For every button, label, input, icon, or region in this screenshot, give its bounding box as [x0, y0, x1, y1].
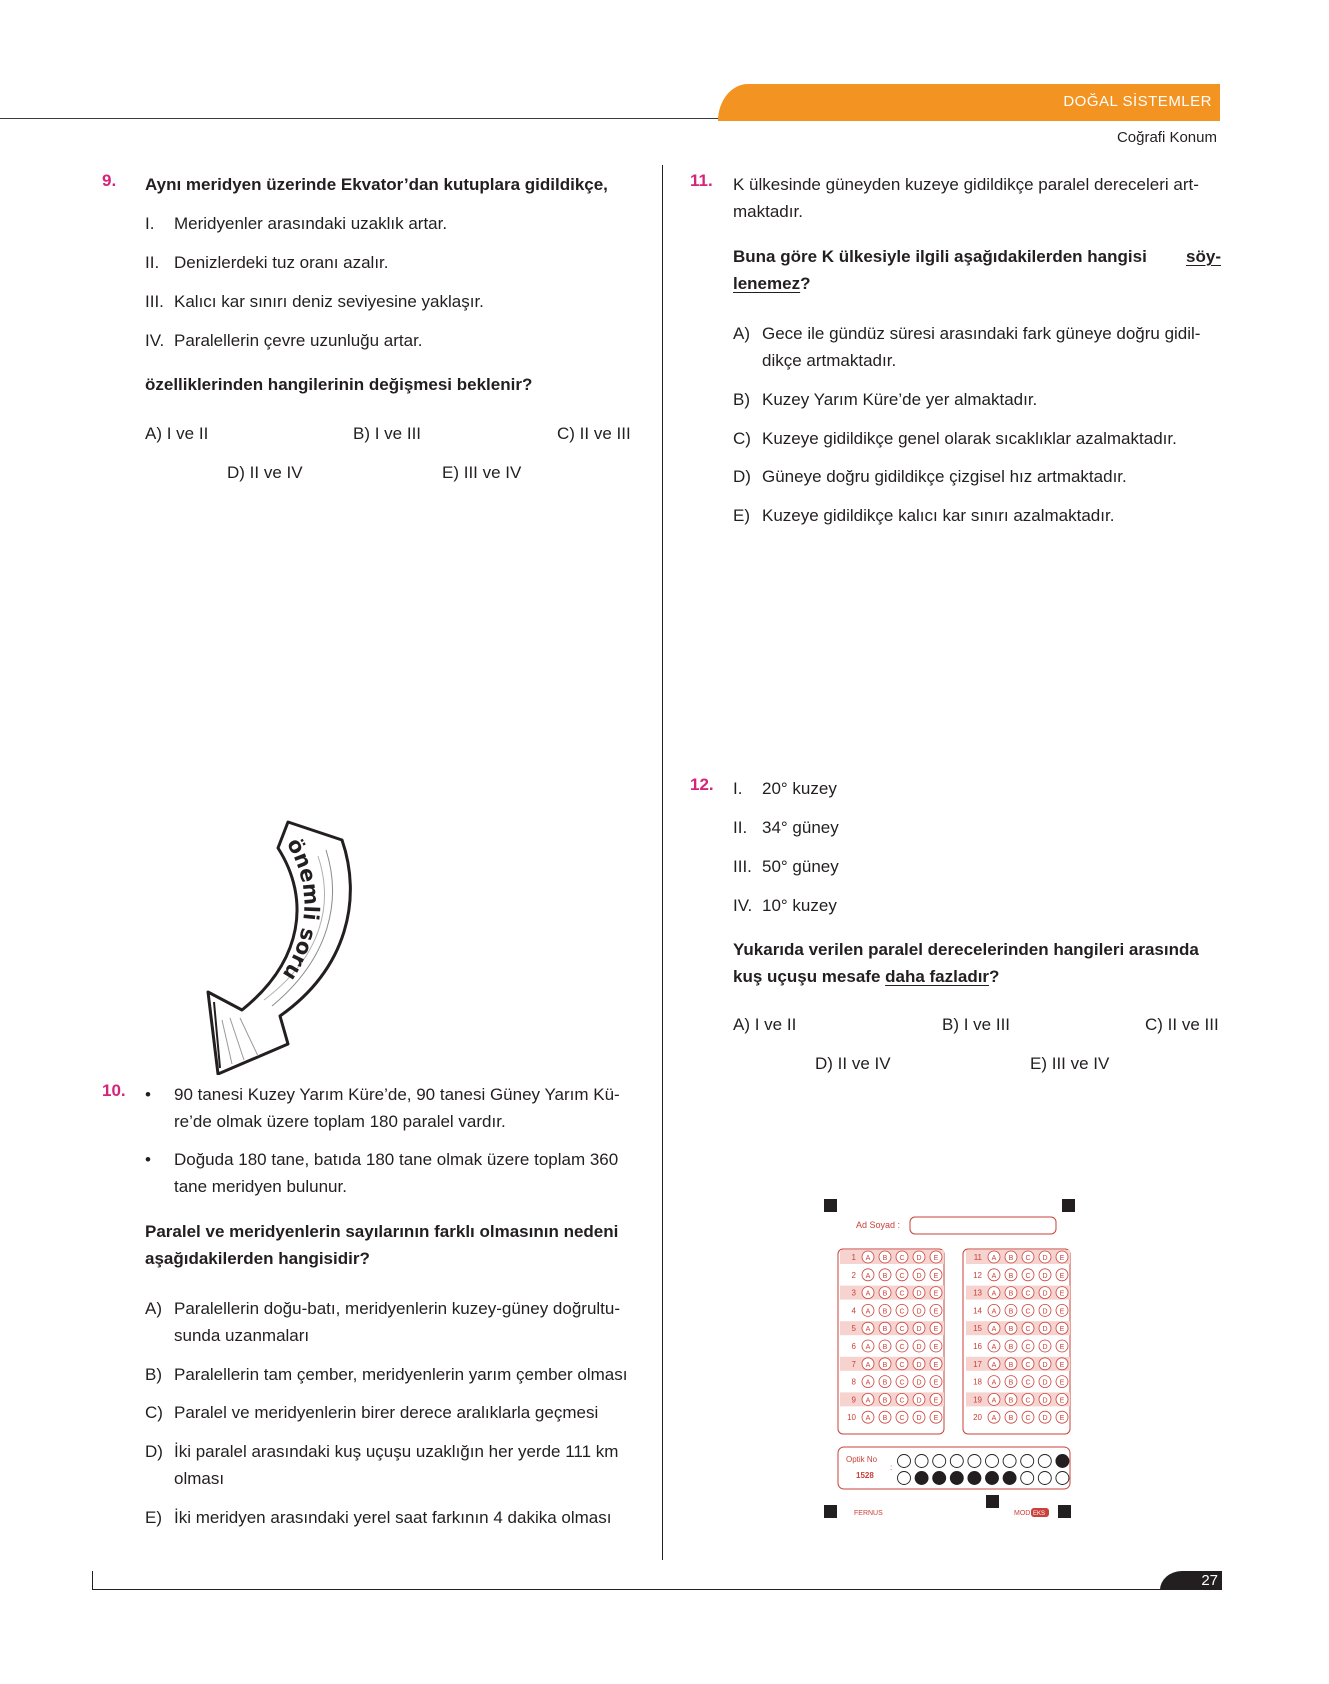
answer-bubble-letter: D	[916, 1379, 922, 1387]
question-10-number: 10.	[102, 1081, 126, 1100]
optik-bubble[interactable]	[933, 1455, 946, 1468]
optik-bubble[interactable]	[1003, 1472, 1016, 1485]
answer-row-number: 10	[847, 1413, 856, 1423]
answer-bubble-letter: A	[865, 1415, 871, 1423]
name-label: Ad Soyad :	[856, 1220, 901, 1230]
answer-bubble-letter: A	[865, 1308, 871, 1316]
answer-bubble-letter: C	[1025, 1326, 1031, 1334]
alignment-mark	[824, 1199, 837, 1212]
optik-bubble[interactable]	[915, 1455, 928, 1468]
answer-bubble-letter: A	[865, 1272, 871, 1280]
answer-bubble-letter: D	[916, 1290, 922, 1298]
answer-bubble-letter: E	[1059, 1361, 1065, 1369]
answer-bubble-letter: B	[882, 1255, 888, 1262]
answer-bubble-letter: C	[1025, 1361, 1031, 1369]
answer-bubble-letter: C	[1025, 1308, 1031, 1316]
answer-bubble-letter: C	[899, 1290, 905, 1298]
answer-bubble-letter: B	[1008, 1397, 1014, 1405]
answer-bubble-letter: E	[933, 1326, 939, 1334]
answer-bubble-letter: C	[1025, 1344, 1031, 1351]
answer-choice-b[interactable]: B) Kuzey Yarım Küre’de yer almaktadır.	[733, 390, 1038, 409]
answer-bubble-letter: D	[916, 1308, 922, 1316]
question-10-prompt-line1: Paralel ve meridyenlerin sayılarının farklı olmasının nedeni	[145, 1222, 619, 1241]
answer-bubble-letter: D	[916, 1326, 922, 1334]
answer-bubble-letter: E	[1059, 1326, 1065, 1334]
brand-left: FERNUS	[854, 1510, 883, 1517]
answer-bubble-letter: D	[916, 1272, 922, 1280]
answer-choice-b[interactable]: B) Paralellerin tam çember, meridyenlerin yarım çember olması	[145, 1365, 628, 1384]
answer-row-number: 14	[973, 1306, 982, 1316]
answer-choice-a[interactable]: A) Gece ile gündüz süresi arasındaki fark güneye doğru gidil- dikçe artmaktadır.	[733, 324, 1201, 370]
answer-row-number: 6	[851, 1342, 856, 1351]
optic-answer-form	[818, 1195, 1082, 1520]
answer-bubble-letter: E	[933, 1290, 939, 1298]
page-number-tab	[1160, 1571, 1222, 1590]
optik-bubble[interactable]	[1003, 1455, 1016, 1468]
question-9-number: 9.	[102, 171, 117, 190]
curved-arrow-icon	[200, 820, 370, 1075]
answer-bubble-letter: D	[916, 1344, 922, 1351]
answer-bubble-letter: E	[933, 1344, 939, 1351]
answer-bubble-letter: B	[882, 1397, 888, 1405]
question-9-prompt: özelliklerinden hangilerinin değişmesi beklenir?	[145, 375, 533, 394]
question-10-bullet: • 90 tanesi Kuzey Yarım Küre’de, 90 tanesi Güney Yarım Kü- re’de olmak üzere toplam 180 paralel vardır.	[145, 1085, 620, 1131]
answer-row-number: 4	[851, 1306, 856, 1316]
answer-bubble-letter: A	[991, 1308, 997, 1316]
answer-choice-a[interactable]: A) Paralellerin doğu-batı, meridyenlerin kuzey-güney doğrultu- sunda uzanmaları	[145, 1299, 621, 1345]
answer-bubble-letter: D	[1042, 1361, 1048, 1369]
alignment-mark	[1062, 1199, 1075, 1212]
answer-bubble-letter: B	[1008, 1290, 1014, 1298]
answer-bubble-letter: B	[882, 1344, 888, 1351]
answer-bubble-letter: A	[991, 1361, 997, 1369]
answer-bubble-letter: C	[899, 1379, 905, 1387]
optik-bubble[interactable]	[950, 1472, 963, 1485]
answer-bubble-letter: B	[882, 1415, 888, 1423]
optik-bubble[interactable]	[950, 1455, 963, 1468]
question-12-item: II. 34° güney	[733, 818, 839, 837]
answer-row-number: 11	[973, 1253, 982, 1262]
answer-bubble-letter: A	[865, 1379, 871, 1387]
answer-bubble-letter: A	[991, 1397, 997, 1405]
answer-bubble-letter: B	[1008, 1415, 1014, 1423]
optik-bubble[interactable]	[1021, 1472, 1034, 1485]
question-10-bullet: • Doğuda 180 tane, batıda 180 tane olmak üzere toplam 360 tane meridyen bulunur.	[145, 1150, 619, 1196]
answer-row-number: 13	[973, 1288, 982, 1298]
answer-bubble-letter: B	[882, 1272, 888, 1280]
option-c[interactable]: C) II ve III	[1145, 1015, 1219, 1034]
section-title: DOĞAL SİSTEMLER	[1063, 93, 1212, 110]
answer-bubble-letter: D	[916, 1361, 922, 1369]
answer-bubble-letter: E	[933, 1397, 939, 1405]
answer-bubble-letter: B	[1008, 1344, 1014, 1351]
answer-bubble-letter: E	[1059, 1344, 1065, 1351]
option-b[interactable]: B) I ve III	[353, 424, 422, 443]
optik-bubble[interactable]	[1021, 1455, 1034, 1468]
option-a[interactable]: A) I ve II	[145, 424, 209, 443]
footer-rule	[92, 1589, 1222, 1590]
answer-row-number: 18	[973, 1377, 982, 1387]
question-11-prompt-line2: lenemez?	[733, 274, 811, 293]
answer-bubble-letter: B	[1008, 1308, 1014, 1316]
svg-text:EKS: EKS	[1033, 1511, 1046, 1517]
answer-bubble-letter: B	[1008, 1272, 1014, 1280]
option-c[interactable]: C) II ve III	[557, 424, 631, 443]
answer-row-number: 16	[973, 1342, 982, 1351]
answer-row-number: 20	[973, 1413, 982, 1423]
question-9-item: IV. Paralellerin çevre uzunluğu artar.	[145, 331, 423, 350]
answer-bubble-letter: C	[1025, 1255, 1031, 1262]
answer-bubble-letter: E	[1059, 1272, 1065, 1280]
answer-bubble-letter: D	[1042, 1326, 1048, 1334]
optik-bubble[interactable]	[1056, 1472, 1069, 1485]
page-number: 27	[1201, 1572, 1218, 1589]
answer-bubble-letter: A	[865, 1361, 871, 1369]
alignment-mark	[986, 1495, 999, 1508]
optik-bubble[interactable]	[933, 1472, 946, 1485]
answer-bubble-letter: E	[1059, 1255, 1065, 1262]
answer-bubble-letter: B	[1008, 1379, 1014, 1387]
answer-row-number: 2	[851, 1270, 856, 1280]
answer-bubble-letter: B	[1008, 1255, 1014, 1262]
optik-number: 1528	[856, 1471, 874, 1480]
answer-bubble-letter: A	[991, 1379, 997, 1387]
option-e[interactable]: E) III ve IV	[442, 463, 522, 482]
answer-bubble-letter: D	[916, 1415, 922, 1423]
question-9-item: III. Kalıcı kar sınırı deniz seviyesine yaklaşır.	[145, 292, 484, 311]
answer-bubble-letter: A	[865, 1344, 871, 1351]
answer-bubble-letter: C	[899, 1361, 905, 1369]
option-e[interactable]: E) III ve IV	[1030, 1054, 1110, 1073]
answer-bubble-letter: C	[1025, 1290, 1031, 1298]
answer-bubble-letter: E	[1059, 1308, 1065, 1316]
answer-bubble-letter: C	[1025, 1379, 1031, 1387]
question-12-item: I. 20° kuzey	[733, 779, 837, 798]
optik-bubble[interactable]	[1038, 1455, 1051, 1468]
answer-bubble-letter: E	[933, 1361, 939, 1369]
answer-bubble-letter: D	[1042, 1415, 1048, 1423]
answer-bubble-letter: D	[1042, 1255, 1048, 1262]
answer-bubble-letter: C	[899, 1397, 905, 1405]
answer-bubble-letter: A	[865, 1255, 871, 1262]
brand-right: MOD	[1014, 1510, 1031, 1517]
question-12-item: III. 50° güney	[733, 857, 839, 876]
answer-row-number: 3	[851, 1288, 856, 1298]
optik-label: Optik No	[846, 1455, 878, 1464]
answer-bubble-letter: B	[882, 1308, 888, 1316]
answer-row-number: 8	[851, 1377, 856, 1387]
answer-bubble-letter: C	[1025, 1415, 1031, 1423]
badge-text: önemli soru	[277, 833, 324, 985]
answer-row-number: 7	[851, 1359, 856, 1369]
answer-bubble-letter: E	[933, 1379, 939, 1387]
answer-bubble-letter: C	[899, 1415, 905, 1423]
question-9-stem: Aynı meridyen üzerinde Ekvator’dan kutuplara gidildikçe,	[145, 175, 608, 194]
optik-bubble[interactable]	[1056, 1455, 1069, 1468]
optik-bubble[interactable]	[1038, 1472, 1051, 1485]
option-d[interactable]: D) II ve IV	[227, 463, 303, 482]
option-d[interactable]: D) II ve IV	[815, 1054, 891, 1073]
answer-bubble-letter: A	[991, 1255, 997, 1262]
question-9-item: II. Denizlerdeki tuz oranı azalır.	[145, 253, 389, 272]
answer-row-number: 9	[851, 1395, 856, 1405]
subsection-title: Coğrafi Konum	[1116, 129, 1217, 146]
answer-bubble-letter: E	[933, 1255, 939, 1262]
answer-bubble-letter: A	[991, 1290, 997, 1298]
question-11-stem-line1: K ülkesinde güneyden kuzeye gidildikçe paralel dereceleri art-	[733, 175, 1199, 194]
question-10-prompt-line2: aşağıdakilerden hangisidir?	[145, 1249, 370, 1268]
header-rule	[0, 118, 720, 119]
answer-row-number: 12	[973, 1270, 982, 1280]
answer-choice-d[interactable]: D) İki paralel arasındaki kuş uçuşu uzaklığın her yerde 111 km olması	[145, 1442, 619, 1488]
answer-bubble-letter: A	[865, 1326, 871, 1334]
optik-bubble[interactable]	[898, 1472, 911, 1485]
answer-bubble-letter: E	[1059, 1415, 1065, 1423]
answer-row-number: 15	[973, 1324, 982, 1334]
answer-row-number: 19	[973, 1395, 982, 1405]
answer-bubble-letter: B	[1008, 1361, 1014, 1369]
answer-choice-c[interactable]: C) Kuzeye gidildikçe genel olarak sıcaklıklar azalmaktadır.	[733, 429, 1177, 448]
name-field[interactable]	[910, 1217, 1056, 1234]
answer-choice-e[interactable]: E) Kuzeye gidildikçe kalıcı kar sınırı azalmaktadır.	[733, 506, 1115, 525]
answer-bubble-letter: C	[899, 1308, 905, 1316]
question-11-prompt-line1: Buna göre K ülkesiyle ilgili aşağıdakilerden hangisi söy-	[733, 247, 1221, 266]
column-divider	[662, 165, 663, 1560]
option-b[interactable]: B) I ve III	[942, 1015, 1011, 1034]
answer-bubble-letter: D	[1042, 1379, 1048, 1387]
answer-bubble-letter: C	[899, 1344, 905, 1351]
footer-tick	[92, 1571, 93, 1590]
answer-row-number: 17	[973, 1359, 982, 1369]
question-12-number: 12.	[690, 775, 714, 794]
answer-choice-c[interactable]: C) Paralel ve meridyenlerin birer derece aralıklarla geçmesi	[145, 1403, 599, 1422]
answer-bubble-letter: A	[865, 1397, 871, 1405]
question-9-item: I. Meridyenler arasındaki uzaklık artar.	[145, 214, 448, 233]
answer-bubble-letter: B	[1008, 1326, 1014, 1334]
answer-bubble-letter: E	[1059, 1379, 1065, 1387]
answer-bubble-letter: E	[1059, 1397, 1065, 1405]
answer-bubble-letter: A	[991, 1344, 997, 1351]
answer-bubble-letter: C	[1025, 1397, 1031, 1405]
answer-bubble-letter: D	[1042, 1397, 1048, 1405]
answer-bubble-letter: C	[899, 1272, 905, 1280]
answer-bubble-letter: C	[899, 1326, 905, 1334]
question-11-number: 11.	[690, 171, 713, 190]
answer-bubble-letter: D	[1042, 1290, 1048, 1298]
optik-bubble[interactable]	[898, 1455, 911, 1468]
answer-bubble-letter: B	[882, 1326, 888, 1334]
answer-bubble-letter: B	[882, 1379, 888, 1387]
section-tab	[718, 84, 1220, 121]
answer-bubble-letter: A	[991, 1326, 997, 1334]
optik-bubble[interactable]	[968, 1472, 981, 1485]
optik-bubble[interactable]	[915, 1472, 928, 1485]
answer-bubble-letter: D	[1042, 1272, 1048, 1280]
answer-bubble-letter: C	[899, 1255, 905, 1262]
answer-row-number: 1	[851, 1253, 856, 1262]
option-a[interactable]: A) I ve II	[733, 1015, 797, 1034]
optik-bubble[interactable]	[968, 1455, 981, 1468]
question-12-item: IV. 10° kuzey	[733, 896, 837, 915]
answer-bubble-letter: D	[916, 1397, 922, 1405]
important-question-badge	[200, 820, 370, 1075]
answer-choice-d[interactable]: D) Güneye doğru gidildikçe çizgisel hız artmaktadır.	[733, 467, 1127, 486]
optic-form-graphic	[818, 1195, 1082, 1520]
question-12-prompt-line1: Yukarıda verilen paralel derecelerinden hangileri arasında	[733, 940, 1199, 959]
answer-bubble-letter: A	[991, 1415, 997, 1423]
answer-bubble-letter: E	[933, 1308, 939, 1316]
answer-bubble-letter: A	[865, 1290, 871, 1298]
answer-bubble-letter: A	[991, 1272, 997, 1280]
answer-bubble-letter: C	[1025, 1272, 1031, 1280]
answer-bubble-letter: E	[1059, 1290, 1065, 1298]
answer-row-number: 5	[851, 1324, 856, 1334]
answer-bubble-letter: B	[882, 1361, 888, 1369]
answer-bubble-letter: D	[916, 1255, 922, 1262]
alignment-mark	[1058, 1505, 1071, 1518]
optik-bubble[interactable]	[986, 1472, 999, 1485]
optik-bubble[interactable]	[986, 1455, 999, 1468]
svg-text::: :	[890, 1463, 893, 1472]
answer-bubble-letter: E	[933, 1415, 939, 1423]
alignment-mark	[824, 1505, 837, 1518]
answer-bubble-letter: B	[882, 1290, 888, 1298]
answer-bubble-letter: E	[933, 1272, 939, 1280]
answer-bubble-letter: D	[1042, 1308, 1048, 1316]
question-11-stem-line2: maktadır.	[733, 202, 803, 221]
answer-bubble-letter: D	[1042, 1344, 1048, 1351]
answer-choice-e[interactable]: E) İki meridyen arasındaki yerel saat farkının 4 dakika olması	[145, 1508, 612, 1527]
question-12-prompt-line2: kuş uçuşu mesafe daha fazladır?	[733, 967, 1000, 986]
